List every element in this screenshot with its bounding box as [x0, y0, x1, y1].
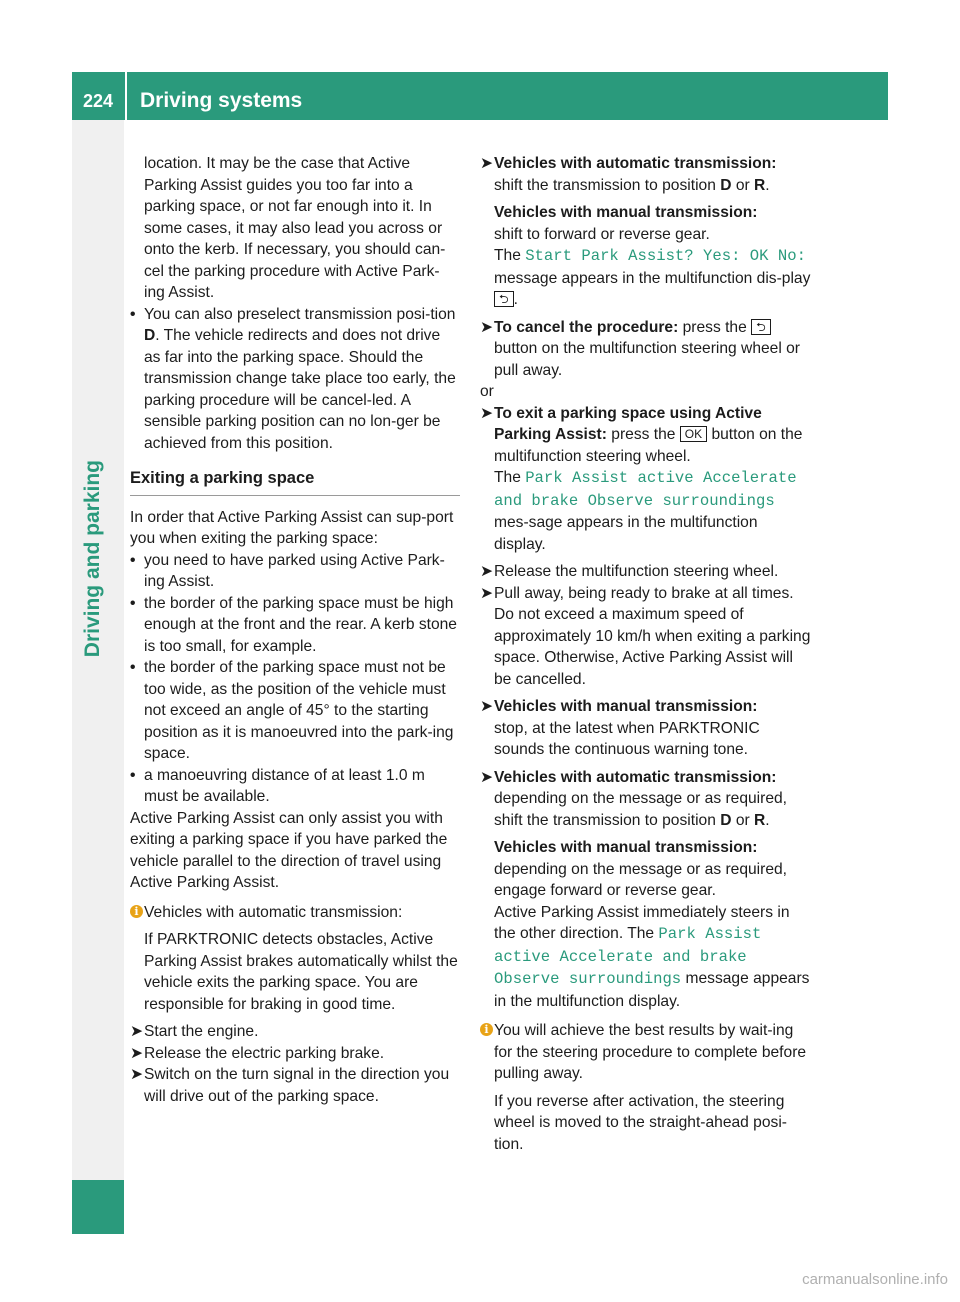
step-item: ➤ Switch on the turn signal in the direction you will drive out of the parking space. [130, 1066, 450, 1105]
step-arrow-icon: ➤ [480, 404, 494, 422]
side-tab [72, 120, 124, 1234]
step-arrow-icon: ➤ [480, 318, 494, 336]
bullet-item: • the border of the parking space must be high enough at the front and the rear. A kerb stone is too small, for example. [130, 594, 457, 655]
display-message: Park Assist active Accelerate and brake Observe surroundings [494, 925, 762, 988]
step-arrow-icon: ➤ [130, 1023, 144, 1040]
display-message: Park Assist active Accelerate and brake Observe surroundings [494, 469, 797, 510]
back-button-icon: ⮌ [494, 291, 514, 307]
or-separator: or [480, 383, 494, 400]
right-column [480, 153, 812, 1155]
bullet-item: • the border of the parking space must not be too wide, as the position of the vehicle must not exceed an angle of 45° to the starting position as it is manoeuvred into the park-ing space. [130, 659, 454, 762]
info-text: If PARKTRONIC detects obstacles, Active Parking Assist brakes automatically whilst the vehicle exits the parking space. You are responsible for braking in good time. [144, 931, 458, 1013]
info-icon: i [480, 1023, 493, 1036]
step-arrow-icon: ➤ [130, 1044, 144, 1062]
step-item: ➤ Release the multifunction steering wheel. [480, 561, 812, 583]
step-item: ➤ Start the engine. [130, 1021, 460, 1043]
left-column [130, 153, 460, 1107]
section-heading: Exiting a parking space [130, 469, 315, 487]
page-number: 224 [82, 91, 114, 111]
step-item: ➤ Vehicles with automatic transmission: shift the transmission to position D or R. [480, 155, 777, 194]
sub-step: Vehicles with manual transmission: shift to forward or reverse gear. The Start Park Assist? Yes: OK No: message appears in the multifunction dis-play ⮌ . [494, 204, 811, 308]
step-arrow-icon: ➤ [480, 768, 494, 786]
step-item: ➤ Vehicles with manual transmission: stop, at the latest when PARKTRONIC sounds the continuous warning tone. [480, 698, 760, 758]
display-message: Start Park Assist? Yes: OK No: [525, 247, 806, 265]
header-divider [125, 72, 127, 120]
paragraph: Active Parking Assist can only assist you with exiting a parking space if you have parked the vehicle parallel to the direction of travel using Active Parking Assist. [130, 809, 448, 891]
bullet-marker: • [130, 305, 136, 323]
info-heading: Vehicles with automatic transmission: [144, 903, 403, 921]
step-item: ➤ To exit a parking space using Active Parking Assist: press the OK button on the multifunction steering wheel. The Park Assist active Accelerate and brake Observe surroundings mes-sage appears in the multifunction display. [480, 404, 803, 553]
info-text: If you reverse after activation, the steering wheel is moved to the straight-ahead posi-tion. [494, 1092, 787, 1153]
bullet-item: • You can also preselect transmission posi-tion D. The vehicle redirects and does not drive as far into the parking space. Should the transmission change take place too early, the parking procedure will be cancel-led. A sensible parking position can no lon-ger be achieved from this position. [130, 305, 456, 452]
side-tab-label: Driving and parking [81, 460, 104, 658]
info-note [480, 1020, 812, 1155]
bullet-item: • a manoeuvring distance of at least 1.0 m must be available. [130, 766, 425, 805]
paragraph: location. It may be the case that Active Parking Assist guides you too far into a parking space, or not far enough into it. In some cases, it may also lead you across or onto the kerb. If necessary, you should can-cel the parking procedure with Active Park-ing Assist. [144, 155, 446, 301]
paragraph: In order that Active Parking Assist can sup-port you when exiting the parking space: [130, 508, 454, 547]
step-arrow-icon: ➤ [480, 584, 494, 602]
watermark: carmanualsonline.info [802, 1271, 948, 1288]
info-note [130, 902, 460, 1016]
info-icon: i [130, 905, 143, 918]
step-item: ➤ Vehicles with automatic transmission: depending on the message or as required, shift the transmission to position D or R. [480, 768, 788, 829]
step-arrow-icon: ➤ [130, 1066, 144, 1083]
step-arrow-icon: ➤ [480, 563, 494, 580]
info-text: You will achieve the best results by wait-ing for the steering procedure to complete before pulling away. [494, 1022, 807, 1082]
step-arrow-icon: ➤ [480, 698, 494, 715]
ok-button-icon: OK [680, 426, 707, 442]
section-rule [130, 495, 460, 496]
side-tab-marker [72, 1180, 124, 1234]
step-arrow-icon: ➤ [480, 155, 494, 172]
chapter-title: Driving systems [140, 89, 303, 112]
back-button-icon: ⮌ [751, 319, 771, 335]
step-item: ➤ Release the electric parking brake. [130, 1043, 460, 1065]
step-item: ➤ Pull away, being ready to brake at all times. Do not exceed a maximum speed of approximately 10 km/h when exiting a parking space. Otherwise, Active Parking Assist will be cancelled. [480, 584, 811, 688]
step-item: ➤ To cancel the procedure: press the ⮌ button on the multifunction steering wheel or pull away. [480, 318, 800, 379]
bullet-item: • you need to have parked using Active Park-ing Assist. [130, 551, 445, 590]
sub-step: Vehicles with manual transmission: depending on the message or as required, engage forward or reverse gear. Active Parking Assist immediately steers in the other direction. The Park Assist active Accelerate and brake Observe surroundings message appears in the multifunction display. [494, 839, 810, 1010]
